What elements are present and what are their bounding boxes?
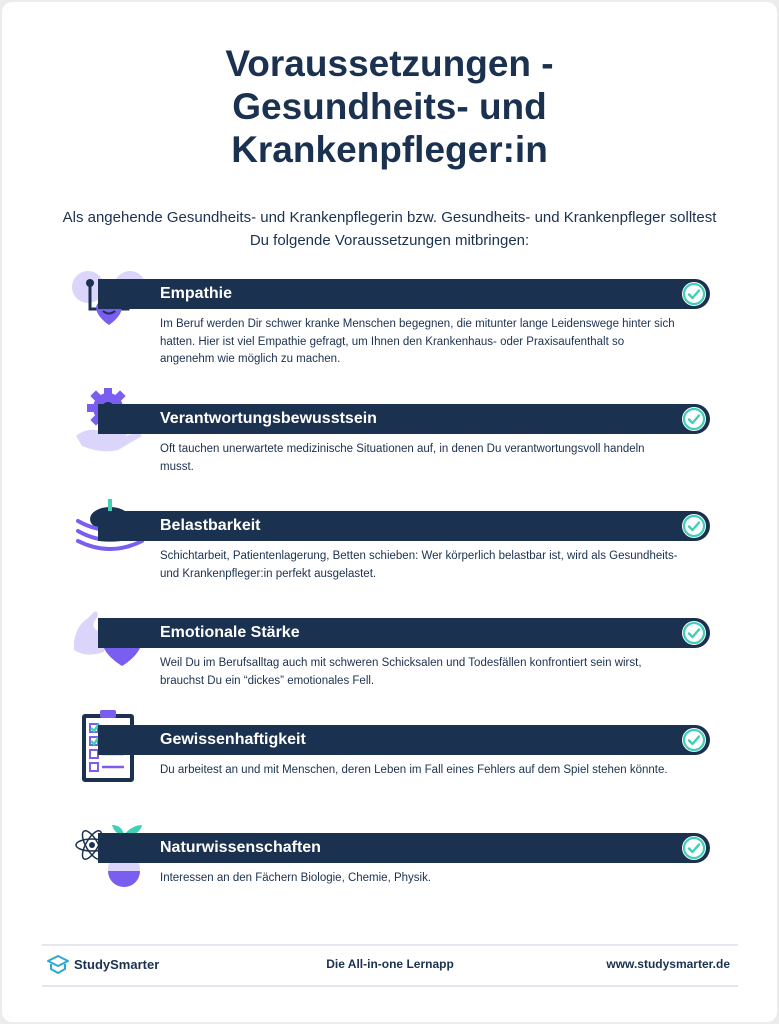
- footer-divider-top: [42, 944, 738, 946]
- requirement-heading: Verantwortungsbewusstsein: [160, 410, 377, 427]
- check-circle-icon: [682, 728, 706, 752]
- studysmarter-logo-icon: [46, 954, 70, 976]
- requirement-bar: [98, 279, 710, 309]
- footer-tagline: Die All-in-one Lernapp: [326, 957, 454, 971]
- title-line-3: Krankenpfleger:in: [231, 129, 548, 170]
- requirement-description: Oft tauchen unerwartete medizinische Situationen auf, in denen Du verantwortungsvoll handeln musst.: [160, 443, 645, 473]
- requirement-heading: Emotionale Stärke: [160, 624, 300, 641]
- title-line-1: Voraussetzungen -: [225, 43, 554, 84]
- requirement-heading: Gewissenhaftigkeit: [160, 731, 306, 748]
- brand-name: StudySmarter: [74, 957, 160, 972]
- requirement-heading: Belastbarkeit: [160, 517, 261, 534]
- footer-url-link[interactable]: www.studysmarter.de: [606, 957, 730, 971]
- requirement-bar: [98, 404, 710, 434]
- requirement-description: Schichtarbeit, Patientenlagerung, Betten schieben: Wer körperlich belastbar ist, wird als Gesundheits- und Krankenpfleger:in perfekt ausgelastet.: [160, 550, 678, 580]
- intro-text: Als angehende Gesundheits- und Krankenpflegerin bzw. Gesundheits- und Krankenpfleger solltest Du folgende Voraussetzungen mitbringen:: [62, 209, 717, 249]
- check-circle-icon: [682, 836, 706, 860]
- requirement-heading: Naturwissenschaften: [160, 839, 321, 856]
- check-circle-icon: [682, 621, 706, 645]
- requirement-bar: [98, 618, 710, 648]
- requirement-description: Im Beruf werden Dir schwer kranke Menschen begegnen, die mitunter lange Leidenswege hinter sich hatten. Hier ist viel Empathie gefragt, um Ihnen den Krankenhaus- oder Praxisaufenthalt so angenehm wie möglich zu machen.: [160, 318, 675, 365]
- check-circle-icon: [682, 282, 706, 306]
- requirement-heading: Empathie: [160, 285, 233, 302]
- requirement-bar: [98, 511, 710, 541]
- requirement-description: Interessen an den Fächern Biologie, Chemie, Physik.: [160, 872, 432, 884]
- requirement-bar: [98, 833, 710, 863]
- requirement-description: Du arbeitest an und mit Menschen, deren Leben im Fall eines Fehlers auf dem Spiel stehen könnte.: [160, 764, 668, 776]
- footer-divider-bottom: [42, 985, 738, 987]
- check-circle-icon: [682, 407, 706, 431]
- title-line-2: Gesundheits- und: [232, 86, 547, 127]
- check-circle-icon: [682, 514, 706, 538]
- requirement-description: Weil Du im Berufsalltag auch mit schweren Schicksalen und Todesfällen konfrontiert sein wirst, brauchst Du ein “dickes” emotionales Fell.: [160, 657, 642, 687]
- page-title: [0, 42, 779, 171]
- requirement-bar: [98, 725, 710, 755]
- studysmarter-logo[interactable]: [46, 954, 160, 976]
